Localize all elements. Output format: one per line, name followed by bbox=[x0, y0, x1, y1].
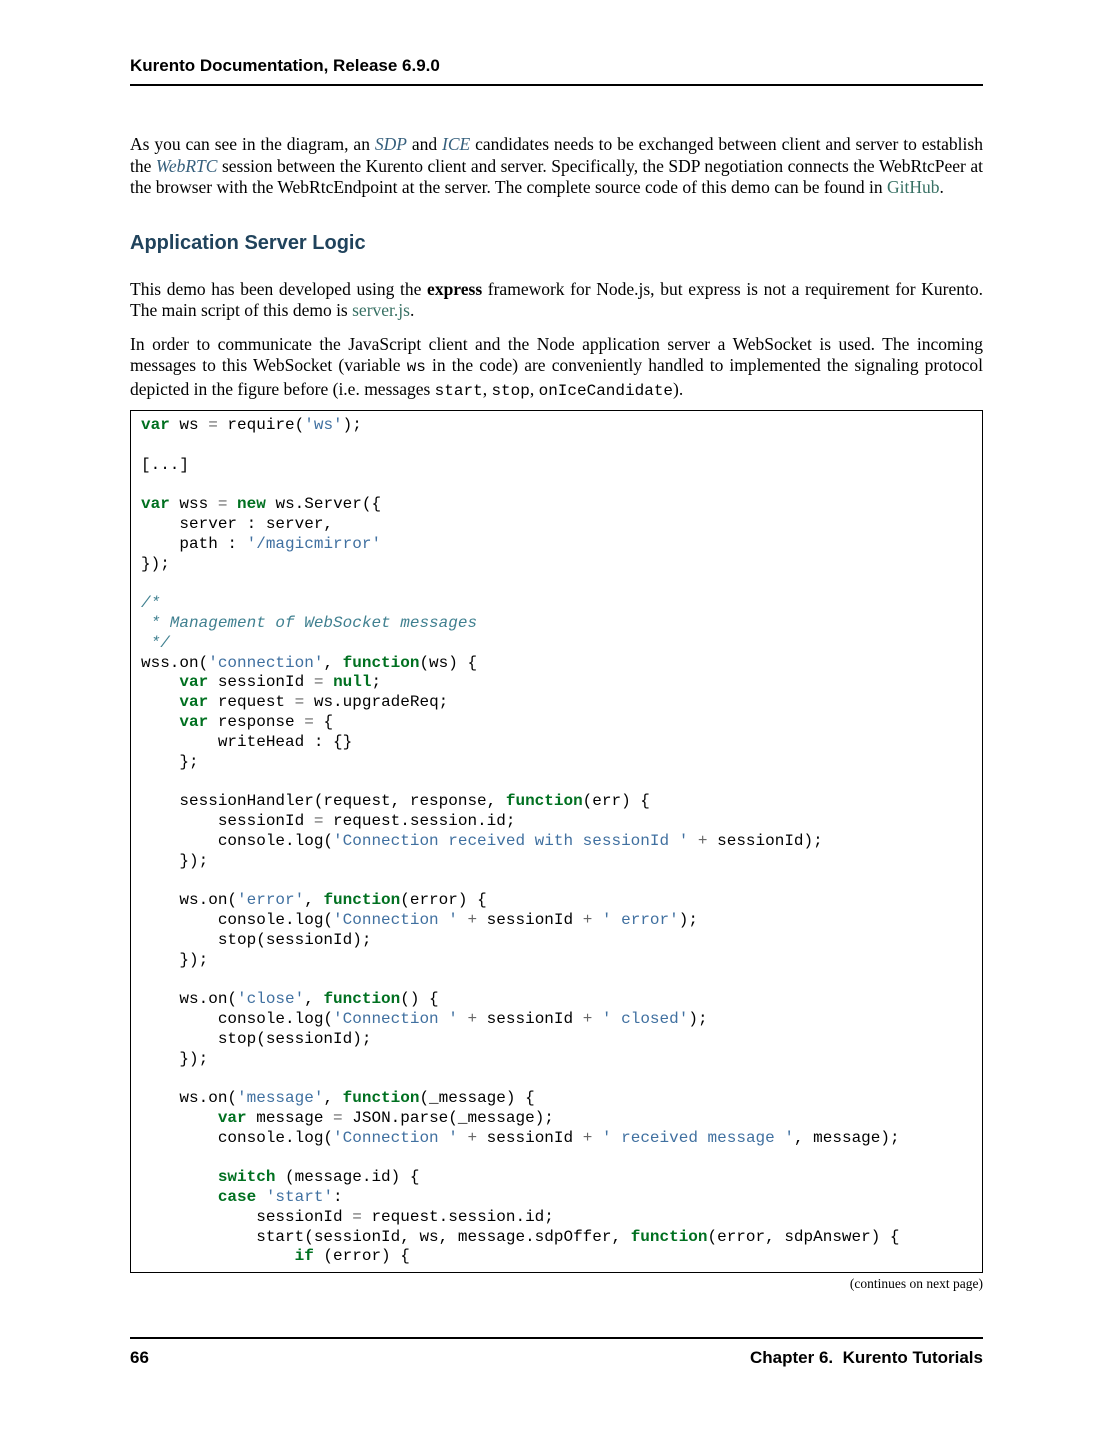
code-token: , bbox=[304, 891, 324, 910]
code-token: + bbox=[582, 1128, 593, 1147]
code-token bbox=[141, 693, 179, 711]
code-token: function bbox=[630, 1227, 708, 1246]
code-line bbox=[141, 1010, 978, 1030]
code-token: 'Connection ' bbox=[333, 1009, 458, 1028]
text-run: ). bbox=[673, 378, 684, 399]
code-token: }; bbox=[141, 752, 199, 771]
code-token: = bbox=[313, 673, 324, 692]
code-token: ); bbox=[678, 910, 698, 929]
code-token: function bbox=[323, 891, 401, 910]
code-token: stop(sessionId); bbox=[141, 930, 372, 949]
code-token bbox=[688, 832, 698, 850]
code-line bbox=[141, 1069, 978, 1089]
code-token: var bbox=[141, 495, 170, 514]
code-token: (error, sdpAnswer) { bbox=[707, 1227, 900, 1246]
text-run: framework for Node.js, but express is not a requirement for Kurento. The main script of this demo is bbox=[130, 278, 983, 320]
code-token: sessionId bbox=[141, 1207, 353, 1226]
code-token: { bbox=[313, 712, 334, 731]
code-token: , bbox=[304, 990, 324, 1009]
code-token: require( bbox=[217, 416, 305, 434]
code-token: 'Connection ' bbox=[333, 910, 458, 929]
code-token: ws.on( bbox=[141, 1089, 238, 1108]
code-token: 'error' bbox=[237, 891, 305, 910]
code-line bbox=[141, 792, 978, 812]
code-block-server-js bbox=[130, 410, 983, 1273]
page-footer bbox=[130, 1337, 983, 1368]
code-token: var bbox=[179, 712, 209, 731]
code-token bbox=[323, 673, 333, 691]
chapter-reference: Chapter 6. Kurento Tutorials bbox=[750, 1348, 983, 1367]
code-line bbox=[141, 812, 978, 832]
text-run: session between the Kurento client and server. Specifically, the SDP negotiation connects the WebRtcPeer at the browser with the WebRtcEndpoint at the server. The complete source code of this demo can be found in bbox=[130, 155, 983, 197]
code-token bbox=[141, 1109, 218, 1127]
code-token: */ bbox=[141, 633, 170, 652]
code-line bbox=[141, 713, 978, 733]
code-token: console.log( bbox=[141, 831, 334, 850]
page-content bbox=[130, 134, 983, 1292]
code-token: (message.id) { bbox=[275, 1168, 420, 1187]
code-token: new bbox=[237, 495, 266, 514]
code-token: switch bbox=[217, 1168, 276, 1187]
page-header bbox=[130, 56, 983, 86]
code-line bbox=[141, 990, 978, 1010]
link-server-js[interactable]: server.js bbox=[352, 300, 410, 320]
code-line bbox=[141, 475, 978, 495]
code-token: , bbox=[323, 653, 343, 672]
code-line bbox=[141, 931, 978, 951]
code-token: function bbox=[505, 792, 583, 811]
text-run: This demo has been developed using the bbox=[130, 278, 428, 299]
code-line bbox=[141, 951, 978, 971]
code-token: wss bbox=[169, 495, 218, 514]
code-line bbox=[141, 772, 978, 792]
code-token: ); bbox=[688, 1009, 708, 1028]
code-token: }); bbox=[141, 554, 170, 573]
code-token bbox=[141, 1247, 295, 1265]
code-token: [...] bbox=[141, 455, 190, 474]
code-token bbox=[141, 713, 179, 731]
code-token: (error) { bbox=[400, 891, 487, 910]
text-run: start bbox=[434, 381, 483, 400]
code-line bbox=[141, 1208, 978, 1228]
code-token bbox=[592, 1010, 602, 1028]
code-line bbox=[141, 535, 978, 555]
code-token bbox=[592, 1129, 602, 1147]
code-token: stop(sessionId); bbox=[141, 1029, 372, 1048]
code-token: function bbox=[342, 653, 420, 672]
code-token: writeHead : {} bbox=[141, 732, 353, 751]
code-token: var bbox=[217, 1108, 247, 1127]
code-token: var bbox=[179, 673, 209, 692]
code-line bbox=[141, 1168, 978, 1188]
code-line bbox=[141, 416, 978, 436]
code-token: if bbox=[294, 1247, 314, 1266]
text-run: express bbox=[427, 278, 483, 299]
code-token: case bbox=[217, 1188, 257, 1207]
code-token: : bbox=[333, 1188, 343, 1207]
code-token: server : server, bbox=[141, 514, 334, 533]
code-token: console.log( bbox=[141, 1128, 334, 1147]
code-token: sessionHandler(request, response, bbox=[141, 792, 506, 811]
code-token: response bbox=[208, 712, 305, 731]
code-token: (err) { bbox=[582, 792, 650, 811]
code-line bbox=[141, 634, 978, 654]
code-line bbox=[141, 495, 978, 515]
text-run: in the code) are conveniently handled to implemented the signaling protocol depicted in the figure before (i.e. messages bbox=[130, 355, 984, 399]
code-token: start(sessionId, ws, message.sdpOffer, bbox=[141, 1227, 631, 1246]
code-token: ws.on( bbox=[141, 990, 238, 1009]
running-header-title: Kurento Documentation, Release 6.9.0 bbox=[130, 56, 440, 75]
code-token: null bbox=[333, 673, 372, 692]
code-token: 'connection' bbox=[208, 653, 324, 672]
code-token bbox=[141, 1168, 218, 1186]
code-token: }); bbox=[141, 851, 209, 870]
code-line bbox=[141, 673, 978, 693]
code-token: + bbox=[467, 1009, 478, 1028]
text-run: , bbox=[529, 378, 539, 399]
code-line bbox=[141, 654, 978, 674]
code-token: + bbox=[697, 831, 708, 850]
code-line bbox=[141, 515, 978, 535]
link-ice[interactable]: ICE bbox=[442, 134, 471, 154]
code-line bbox=[141, 1247, 978, 1267]
code-token: JSON.parse(_message); bbox=[342, 1108, 554, 1127]
code-token: * Management of WebSocket messages bbox=[141, 613, 478, 632]
link-webrtc[interactable]: WebRTC bbox=[155, 155, 218, 176]
code-line bbox=[141, 733, 978, 753]
text-run: . bbox=[939, 177, 944, 197]
code-token bbox=[256, 1188, 266, 1206]
code-line bbox=[141, 436, 978, 456]
code-token bbox=[141, 1188, 218, 1206]
continues-on-next-page-note: (continues on next page) bbox=[849, 1276, 983, 1292]
code-token: var bbox=[179, 693, 209, 712]
code-line bbox=[141, 693, 978, 713]
code-line bbox=[141, 891, 978, 911]
section-heading-application-server-logic: Application Server Logic bbox=[130, 231, 366, 254]
code-token: (_message) { bbox=[419, 1089, 535, 1108]
code-token: request.session.id; bbox=[323, 811, 516, 830]
text-run: ws bbox=[406, 358, 426, 376]
code-line bbox=[141, 1050, 978, 1070]
code-token: request bbox=[208, 693, 295, 712]
code-token: console.log( bbox=[141, 1009, 334, 1028]
code-token: message bbox=[246, 1108, 334, 1127]
code-line bbox=[141, 911, 978, 931]
code-token: path : bbox=[141, 534, 247, 553]
text-run: candidates needs to be exchanged between client and server to establish the bbox=[130, 134, 983, 176]
code-token: ws.upgradeReq; bbox=[304, 693, 449, 712]
code-token: '/magicmirror' bbox=[246, 534, 382, 553]
code-token: , message); bbox=[793, 1128, 900, 1147]
code-token: (error) { bbox=[313, 1247, 410, 1266]
code-token: + bbox=[582, 910, 593, 929]
code-token: function bbox=[323, 990, 401, 1009]
code-token: /* bbox=[141, 594, 161, 613]
code-token: + bbox=[467, 910, 478, 929]
code-token: ' received message ' bbox=[601, 1128, 794, 1147]
code-token bbox=[592, 911, 602, 929]
code-token: = bbox=[208, 416, 218, 434]
code-token: sessionId bbox=[477, 1009, 583, 1028]
code-token: = bbox=[294, 693, 305, 712]
code-token: 'ws' bbox=[304, 416, 343, 434]
link-sdp[interactable]: SDP bbox=[374, 134, 407, 154]
code-token bbox=[227, 495, 237, 513]
code-token: sessionId bbox=[477, 910, 583, 929]
code-token: sessionId); bbox=[707, 831, 823, 850]
code-line bbox=[141, 1109, 978, 1129]
paragraph-sdp-ice bbox=[130, 134, 983, 199]
text-run: stop bbox=[491, 381, 530, 400]
paragraph-express bbox=[130, 279, 983, 322]
paragraph-websocket bbox=[130, 334, 983, 403]
code-line bbox=[141, 555, 978, 575]
code-token: = bbox=[217, 495, 228, 514]
code-token: sessionId bbox=[477, 1128, 583, 1147]
code-token: () { bbox=[400, 990, 439, 1009]
text-run: . bbox=[409, 300, 415, 320]
code-line bbox=[141, 1089, 978, 1109]
code-line bbox=[141, 574, 978, 594]
code-token: = bbox=[313, 811, 324, 830]
code-token: wss.on( bbox=[141, 653, 209, 672]
code-line bbox=[141, 1188, 978, 1208]
text-run: and bbox=[406, 134, 443, 154]
code-token: , bbox=[323, 1089, 343, 1108]
code-line bbox=[141, 594, 978, 614]
code-token: request.session.id; bbox=[361, 1207, 554, 1226]
code-token: ws.Server({ bbox=[265, 495, 382, 514]
code-line bbox=[141, 970, 978, 990]
code-token: 'Connection ' bbox=[333, 1128, 458, 1147]
code-line bbox=[141, 1228, 978, 1248]
code-token: var bbox=[141, 416, 170, 434]
code-token: 'Connection received with sessionId ' bbox=[333, 831, 689, 850]
code-token: (ws) { bbox=[419, 653, 478, 672]
code-token: = bbox=[333, 1108, 343, 1127]
code-token: + bbox=[582, 1009, 593, 1028]
code-line bbox=[141, 1030, 978, 1050]
text-run: , bbox=[482, 378, 492, 399]
code-token: = bbox=[304, 712, 314, 731]
code-token: 'close' bbox=[237, 990, 305, 1009]
code-token: console.log( bbox=[141, 910, 334, 929]
code-token: = bbox=[352, 1207, 362, 1226]
code-line bbox=[141, 1129, 978, 1149]
code-token: }); bbox=[141, 950, 209, 969]
text-run: In order to communicate the JavaScript client and the Node application server a WebSocket is used. The incoming messages to this WebSocket (variable bbox=[130, 333, 983, 375]
code-token: 'start' bbox=[265, 1188, 334, 1207]
code-line bbox=[141, 832, 978, 852]
code-token: ); bbox=[342, 416, 362, 434]
code-token: sessionId bbox=[141, 811, 314, 830]
code-token: }); bbox=[141, 1049, 209, 1068]
text-run: As you can see in the diagram, an bbox=[130, 134, 375, 154]
code-line bbox=[141, 753, 978, 773]
text-run: onIceCandidate bbox=[538, 381, 674, 400]
code-token: sessionId bbox=[208, 673, 314, 692]
code-token: + bbox=[467, 1128, 478, 1147]
page-number: 66 bbox=[130, 1348, 149, 1367]
link-github[interactable]: GitHub bbox=[887, 177, 940, 197]
code-token: ; bbox=[371, 673, 382, 692]
code-line bbox=[141, 1148, 978, 1168]
code-token: ' error' bbox=[601, 910, 679, 929]
code-line bbox=[141, 852, 978, 872]
code-token: ws.on( bbox=[141, 891, 238, 910]
code-token: function bbox=[342, 1089, 420, 1108]
code-token: ' closed' bbox=[601, 1009, 689, 1028]
code-line bbox=[141, 871, 978, 891]
code-token bbox=[141, 673, 179, 691]
code-token: ws bbox=[169, 416, 209, 434]
code-token: 'message' bbox=[237, 1089, 324, 1108]
code-line bbox=[141, 456, 978, 476]
code-line bbox=[141, 614, 978, 634]
